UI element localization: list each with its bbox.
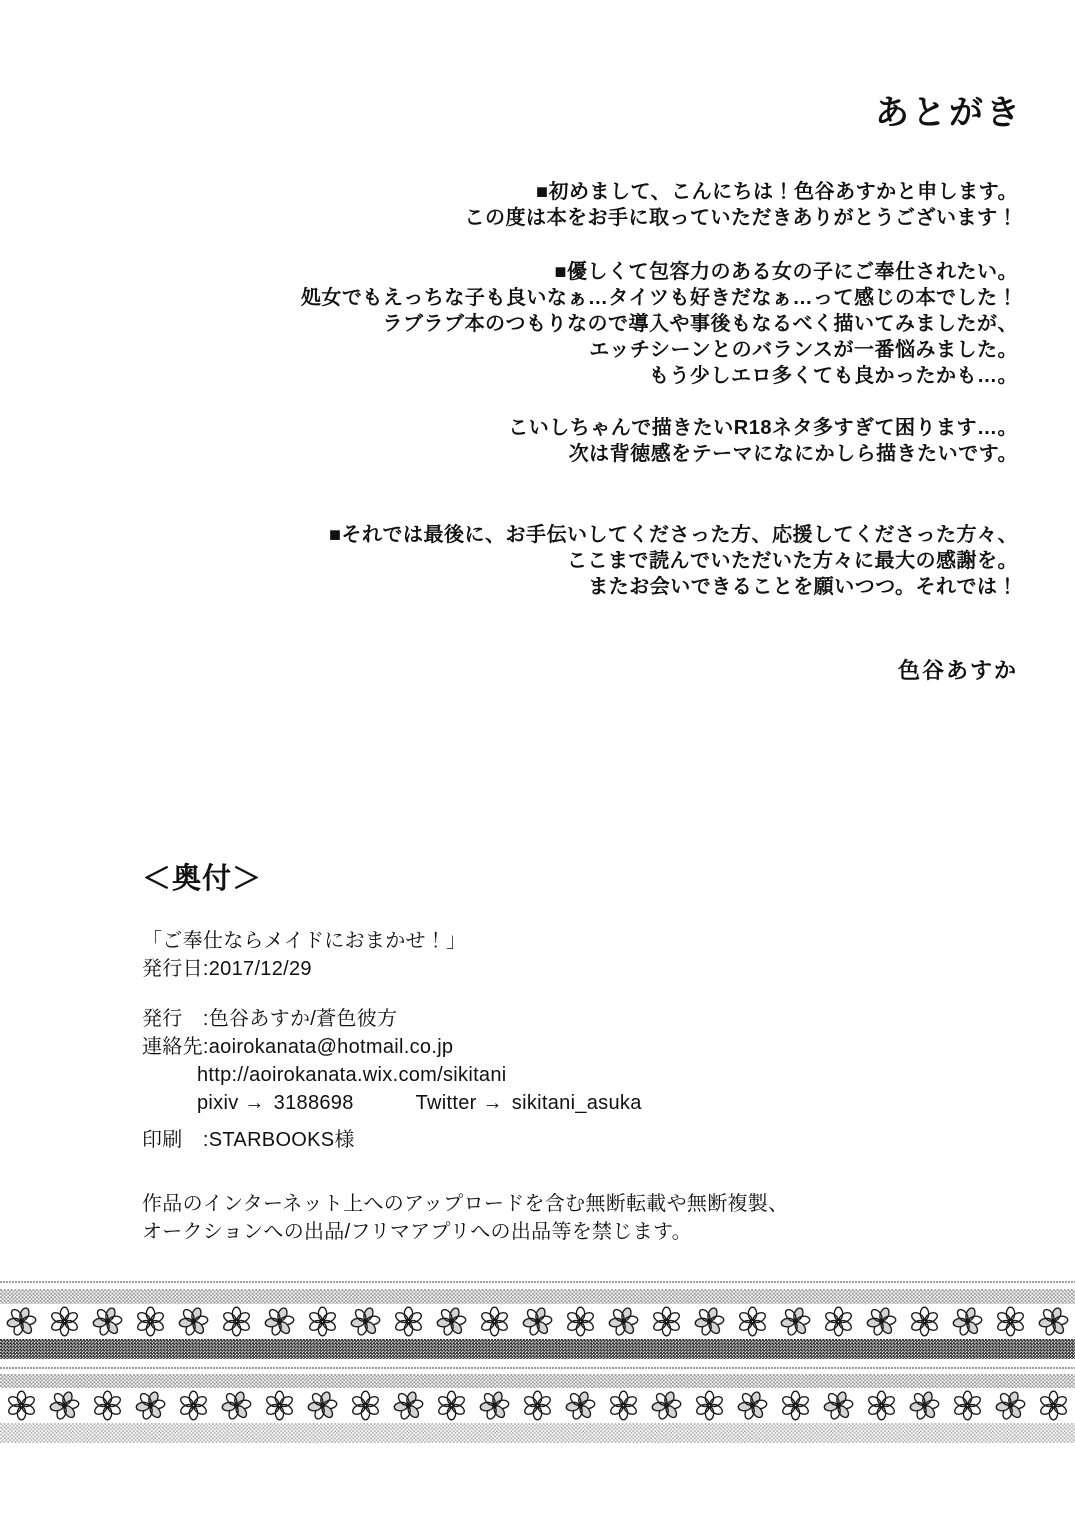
- flower-icon: [221, 1306, 252, 1337]
- flower-icon: [1038, 1390, 1069, 1421]
- text-line: もう少しエロ多くても良かったかも…。: [649, 365, 1018, 387]
- flower-icon: [178, 1390, 209, 1421]
- flower-icon: [350, 1306, 381, 1337]
- flower-icon: [651, 1306, 682, 1337]
- text-line: ラブラブ本のつもりなので導入や事後もなるべく描いてみましたが、: [382, 313, 1018, 335]
- flower-icon: [436, 1390, 467, 1421]
- text-line: ■初めまして、こんにちは！色谷あすかと申します。: [535, 181, 1018, 203]
- flower-icon: [307, 1390, 338, 1421]
- flower-icon: [522, 1306, 553, 1337]
- flower-icon: [307, 1306, 338, 1337]
- flower-icon: [178, 1306, 209, 1337]
- text-line: ■優しくて包容力のある女の子にご奉仕されたい。: [554, 261, 1018, 283]
- flower-icon: [6, 1390, 37, 1421]
- flower-icon: [1038, 1306, 1069, 1337]
- text-line: この度は本をお手に取っていただきありがとうございます！: [464, 207, 1018, 229]
- text-line: 作品のインターネット上へのアップロードを含む無断転載や無断複製、: [142, 1193, 789, 1215]
- flower-icon: [92, 1306, 123, 1337]
- flower-row-bottom: [0, 1388, 1075, 1423]
- flower-icon: [350, 1390, 381, 1421]
- flower-icon: [952, 1390, 983, 1421]
- flower-icon: [393, 1306, 424, 1337]
- flower-icon: [264, 1306, 295, 1337]
- flower-icon: [221, 1390, 252, 1421]
- colophon-heading: ＜奥付＞: [142, 863, 263, 895]
- halftone-band: [0, 1374, 1075, 1388]
- flower-icon: [608, 1390, 639, 1421]
- social-line: [142, 1089, 1015, 1117]
- flower-icon: [909, 1306, 940, 1337]
- halftone-band-light: [0, 1423, 1075, 1443]
- pixiv-id: 3188698: [273, 1092, 354, 1114]
- afterword-paragraph-concept: [60, 259, 1018, 389]
- flower-icon: [866, 1390, 897, 1421]
- flower-icon: [49, 1390, 80, 1421]
- text-line: またお会いできることを願いつつ。それでは！: [588, 576, 1018, 598]
- flower-icon: [522, 1390, 553, 1421]
- page-title: あとがき: [875, 92, 1023, 133]
- afterword-body: [60, 179, 1018, 684]
- book-title: 「ご奉仕ならメイドにおまかせ！」: [142, 930, 467, 952]
- spacer: [0, 1359, 1075, 1367]
- decorative-border: [0, 1281, 1075, 1443]
- flower-icon: [995, 1306, 1026, 1337]
- flower-icon: [780, 1306, 811, 1337]
- flower-icon: [436, 1306, 467, 1337]
- flower-icon: [866, 1306, 897, 1337]
- flower-icon: [823, 1306, 854, 1337]
- text-line: ■それでは最後に、お手伝いしてくださった方、応援してくださった方々、: [328, 524, 1018, 546]
- disclaimer: [142, 1190, 1015, 1246]
- twitter-id: sikitani_asuka: [511, 1092, 642, 1114]
- flower-icon: [479, 1390, 510, 1421]
- publisher-line: 発行 :色谷あすか/蒼色彼方: [142, 1008, 398, 1030]
- flower-icon: [565, 1306, 596, 1337]
- flower-icon: [264, 1390, 295, 1421]
- flower-icon: [995, 1390, 1026, 1421]
- text-line: エッチシーンとのバランスが一番悩みました。: [589, 339, 1018, 361]
- flower-icon: [737, 1390, 768, 1421]
- flower-icon: [6, 1306, 37, 1337]
- halftone-band: [0, 1289, 1075, 1304]
- text-line: 処女でもえっちな子も良いなぁ…タイツも好きだなぁ…って感じの本でした！: [300, 287, 1018, 309]
- flower-icon: [780, 1390, 811, 1421]
- flower-icon: [823, 1390, 854, 1421]
- flower-icon: [737, 1306, 768, 1337]
- flower-icon: [479, 1306, 510, 1337]
- text-line: ここまで読んでいただいた方々に最大の感謝を。: [567, 550, 1018, 572]
- flower-icon: [952, 1306, 983, 1337]
- pixiv-label: pixiv →: [197, 1092, 265, 1114]
- text-line: こいしちゃんで描きたいR18ネタ多すぎて困ります…。: [508, 417, 1018, 439]
- flower-icon: [135, 1306, 166, 1337]
- halftone-band-dark: [0, 1339, 1075, 1359]
- flower-icon: [49, 1306, 80, 1337]
- flower-icon: [651, 1390, 682, 1421]
- text-line: オークションへの出品/フリマアプリへの出品等を禁じます。: [142, 1221, 692, 1243]
- afterword-paragraph-plans: [60, 415, 1018, 467]
- colophon: [142, 862, 1015, 1246]
- flower-icon: [92, 1390, 123, 1421]
- flower-icon: [608, 1306, 639, 1337]
- afterword-paragraph-thanks: [60, 522, 1018, 600]
- printer-line: 印刷 :STARBOOKS様: [142, 1129, 355, 1151]
- publish-date: 発行日:2017/12/29: [142, 958, 312, 980]
- website-url: http://aoirokanata.wix.com/sikitani: [197, 1064, 507, 1086]
- flower-row-top: [0, 1304, 1075, 1339]
- flower-icon: [565, 1390, 596, 1421]
- twitter-label: Twitter →: [415, 1092, 503, 1114]
- contact-line: 連絡先:aoirokanata@hotmail.co.jp: [142, 1036, 454, 1058]
- flower-icon: [909, 1390, 940, 1421]
- colophon-publisher-block: [142, 1005, 1015, 1117]
- flower-icon: [694, 1390, 725, 1421]
- flower-icon: [393, 1390, 424, 1421]
- colophon-title-block: [142, 927, 1015, 983]
- afterword-paragraph-greeting: [60, 179, 1018, 231]
- flower-icon: [135, 1390, 166, 1421]
- text-line: 次は背徳感をテーマになにかしら描きたいです。: [568, 443, 1018, 465]
- author-signature: 色谷あすか: [897, 658, 1018, 683]
- flower-icon: [694, 1306, 725, 1337]
